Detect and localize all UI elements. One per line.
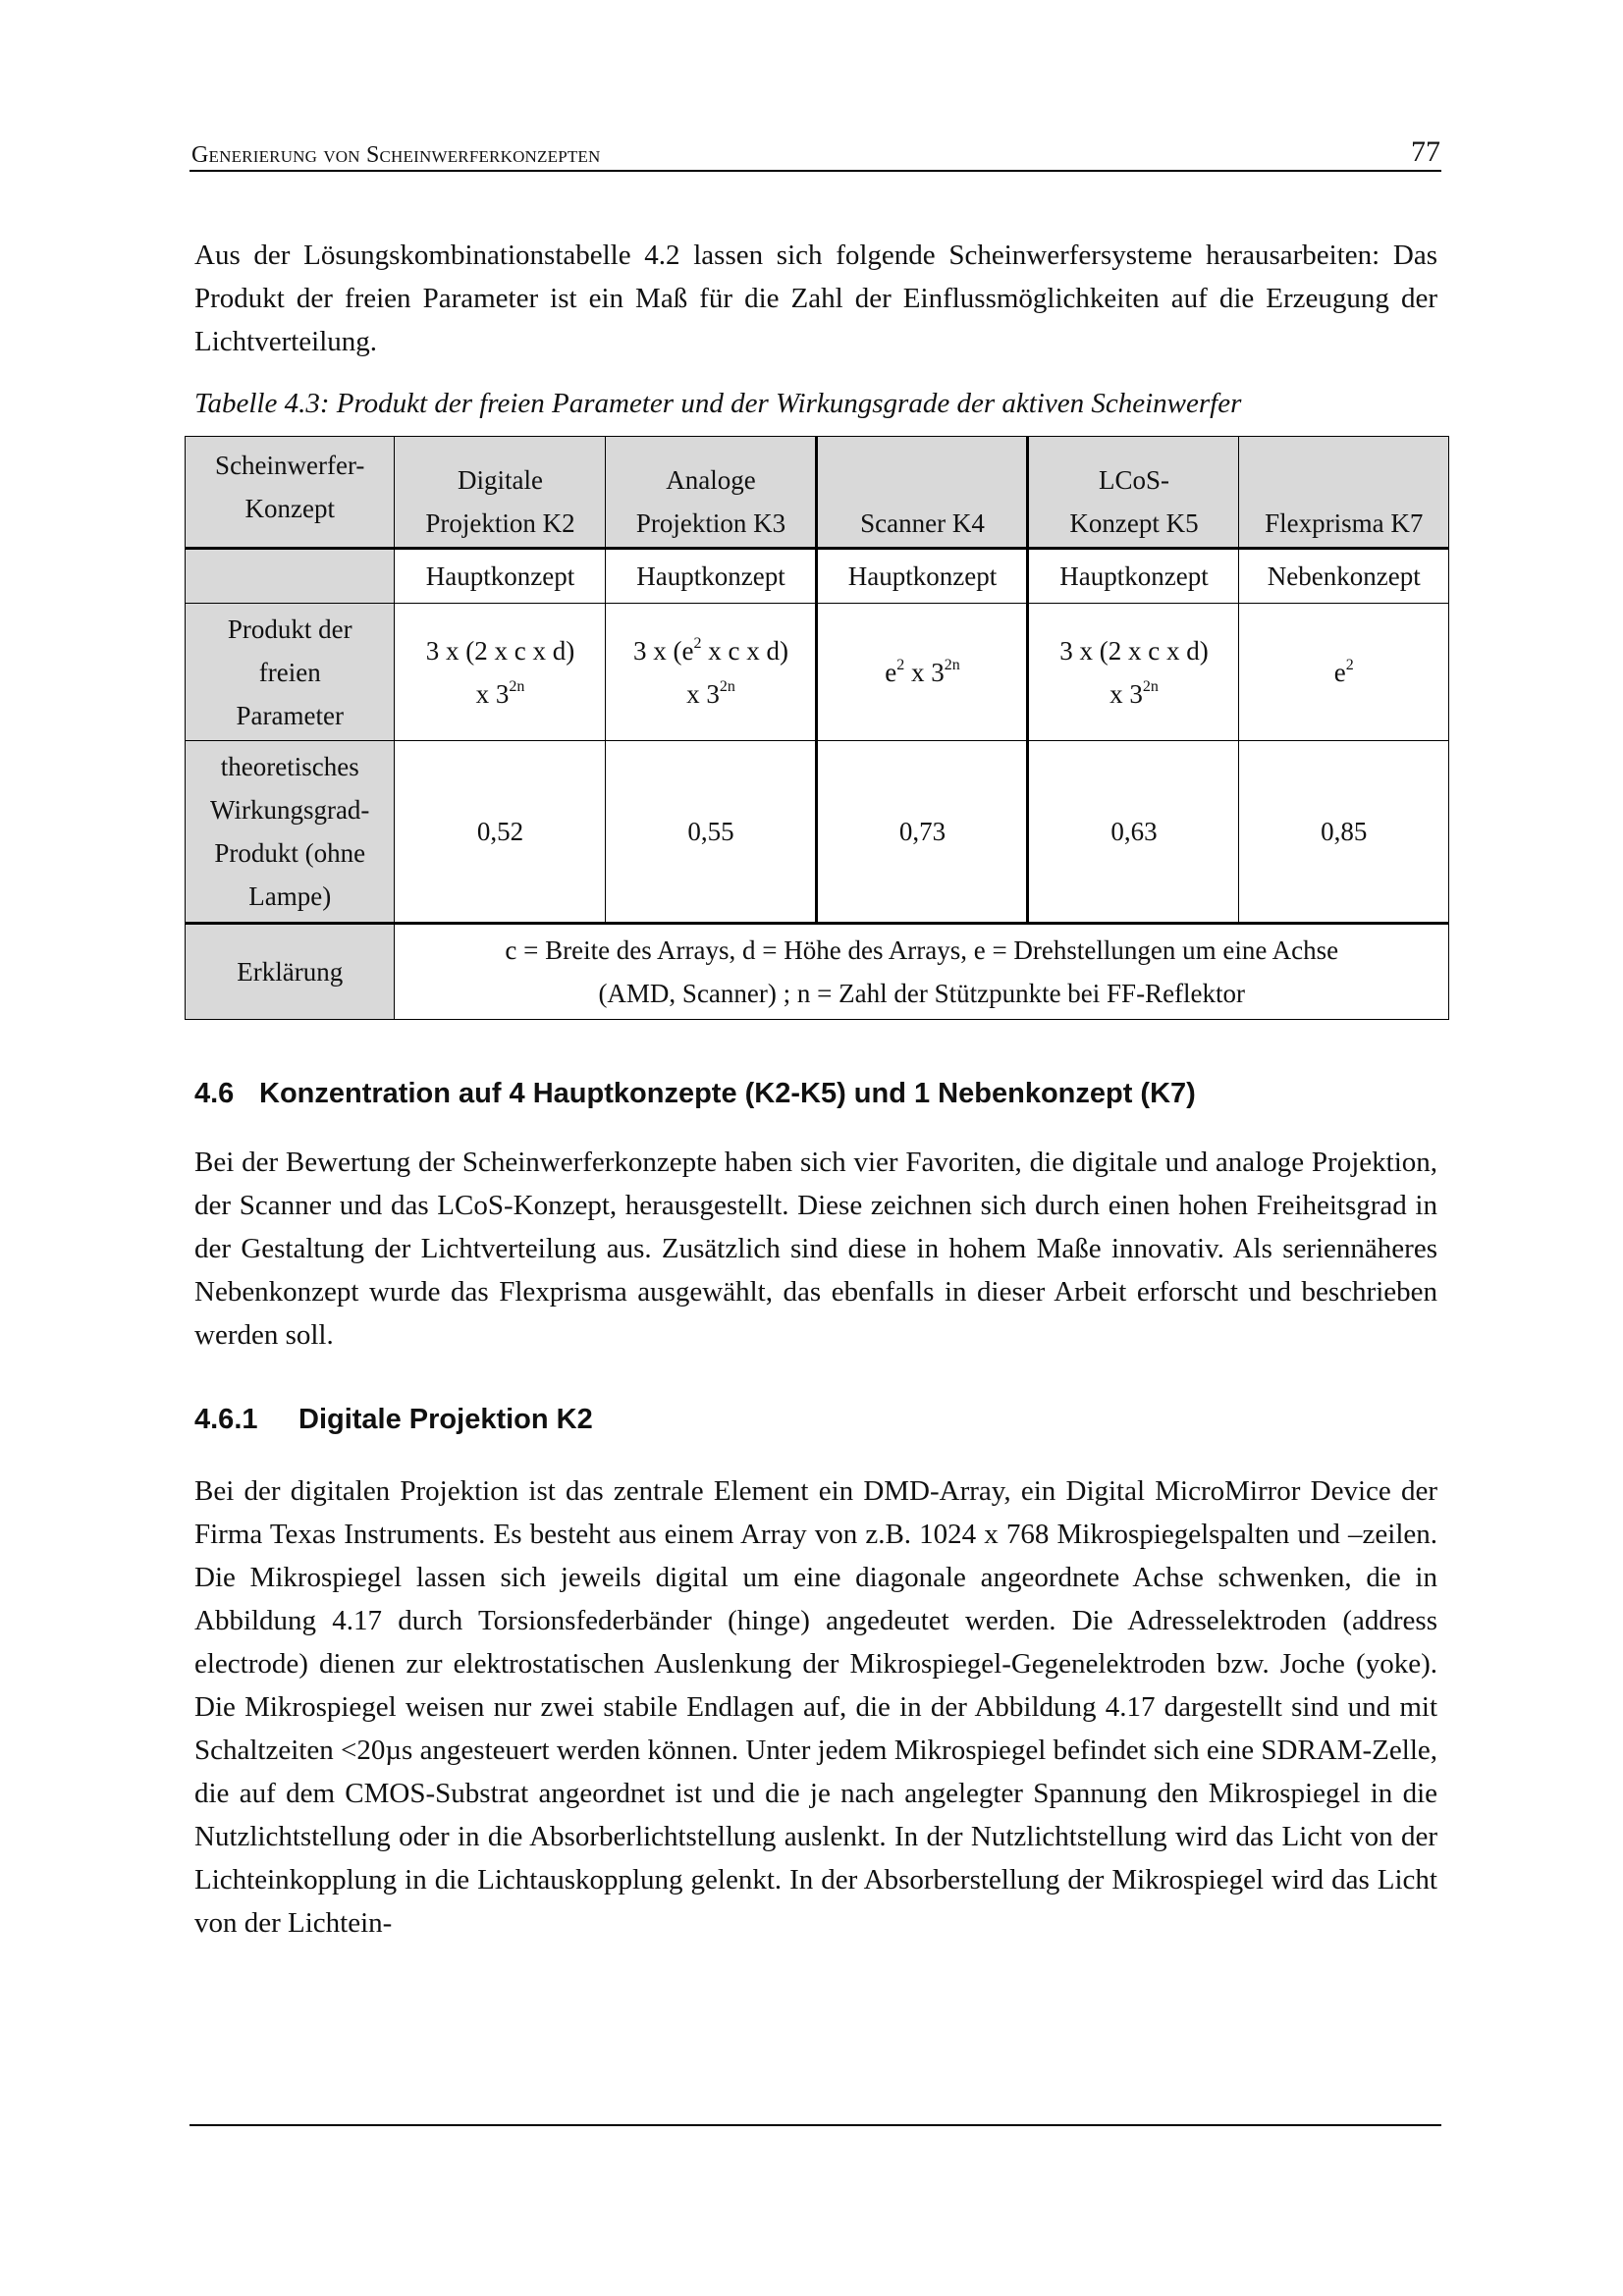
parameter-cell: $e^2$ x $3^{2n}$ [817, 604, 1028, 741]
concept-table [185, 436, 1449, 1020]
running-header [191, 130, 1440, 169]
column-header-k4: Scanner K4 [817, 437, 1028, 549]
intro-paragraph: Aus der Lösungskombinationstabelle 4.2 lassen sich folgende Scheinwerfersysteme herausarbeiten: Das Produkt der freien Parameter ist ein Maß für die Zahl der Einflussmöglichkeiten auf die Erzeugung der Lichtverteilung. [194, 240, 1437, 357]
page-number: 77 [1411, 135, 1440, 168]
row-label-efficiency: theoretisches Wirkungsgrad- Produkt (ohne Lampe) [186, 741, 395, 924]
table-row-free-parameters [186, 604, 1449, 741]
efficiency-cell: 0,52 [395, 741, 606, 924]
section-4-6-paragraph: Bei der Bewertung der Scheinwerferkonzepte haben sich vier Favoriten, die digitale und analoge Projektion, der Scanner und das LCoS-Konzept, herausgestellt. Diese zeichnen sich durch einen hohen Freiheitsgrad in der Gestaltung der Lichtverteilung aus. Zusätzlich sind diese in hohem Maße innovativ. Als seriennäheres Nebenkonzept wurde das Flexprisma ausgewählt, das ebenfalls in dieser Arbeit erforscht und beschrieben werden soll. [194, 1147, 1437, 1351]
running-title: Generierung von Scheinwerferkonzepten [191, 142, 601, 168]
table-header-row [186, 437, 1449, 549]
table-row-explanation [186, 924, 1449, 1020]
parameter-cell: 3 x ($e^2$ x c x d) x $3^{2n}$ [606, 604, 817, 741]
parameter-cell: $e^2$ [1239, 604, 1449, 741]
parameter-cell: 3 x (2 x c x d) x $3^{2n}$ [395, 604, 606, 741]
table-caption: Tabelle 4.3: Produkt der freien Parameter und der Wirkungsgrade der aktiven Scheinwerfer [194, 388, 1242, 419]
efficiency-cell: 0,73 [817, 741, 1028, 924]
section-number: 4.6 [194, 1078, 235, 1109]
column-header-k3: Analoge Projektion K3 [606, 437, 817, 549]
table-row-concept-type [186, 549, 1449, 604]
type-cell: Nebenkonzept [1239, 549, 1449, 604]
corner-header: Scheinwerfer- Konzept [186, 437, 395, 549]
efficiency-cell: 0,55 [606, 741, 817, 924]
section-heading-4-6-1 [194, 1404, 593, 1436]
column-header-k5: LCoS- Konzept K5 [1028, 437, 1239, 549]
type-cell: Hauptkonzept [1028, 549, 1239, 604]
table-row-efficiency [186, 741, 1449, 924]
type-cell: Hauptkonzept [817, 549, 1028, 604]
section-title: Konzentration auf 4 Hauptkonzepte (K2-K5) und 1 Nebenkonzept (K7) [259, 1078, 1196, 1109]
explanation-cell: c = Breite des Arrays, d = Höhe des Arrays, e = Drehstellungen um eine Achse (AMD, Scanner) ; n = Zahl der Stützpunkte bei FF-Reflektor [395, 924, 1449, 1020]
section-4-6-1-paragraph: Bei der digitalen Projektion ist das zentrale Element ein DMD-Array, ein Digital MicroMirror Device der Firma Texas Instruments. Es besteht aus einem Array von z.B. 1024 x 768 Mikrospiegelspalten und –zeilen. Die Mikrospiegel lassen sich jeweils digital um eine diagonale angeordnete Achse schwenken, die in Abbildung 4.17 durch Torsionsfederbänder (hinge) angedeutet werden. Die Adresselektroden (address electrode) dienen zur elektrostatischen Auslenkung der Mikrospiegel-Gegenelektroden bzw. Joche (yoke). Die Mikrospiegel weisen nur zwei stabile Endlagen auf, die in der Abbildung 4.17 dargestellt sind und mit Schaltzeiten <20µs angesteuert werden können. Unter jedem Mikrospiegel befindet sich eine SDRAM-Zelle, die auf dem CMOS-Substrat angeordnet ist und die je nach angelegter Spannung den Mikrospiegel in die Nutzlichtstellung oder in die Absorberlichtstellung auslenkt. In der Nutzlichtstellung wird das Licht von der Lichteinkopplung in die Lichtauskopplung gelenkt. In der Absorberstellung der Mikrospiegel wird das Licht von der Lichtein- [194, 1475, 1438, 1939]
section-heading-4-6 [194, 1078, 1196, 1110]
header-rule [189, 170, 1441, 172]
subsection-title: Digitale Projektion K2 [298, 1404, 593, 1435]
column-header-k2: Digitale Projektion K2 [395, 437, 606, 549]
footer-rule [189, 2124, 1441, 2126]
type-cell: Hauptkonzept [606, 549, 817, 604]
type-cell: Hauptkonzept [395, 549, 606, 604]
column-header-k7: Flexprisma K7 [1239, 437, 1449, 549]
row-label-parameters: Produkt der freien Parameter [186, 604, 395, 741]
subsection-number: 4.6.1 [194, 1404, 258, 1435]
efficiency-cell: 0,63 [1028, 741, 1239, 924]
efficiency-cell: 0,85 [1239, 741, 1449, 924]
row-label-type [186, 549, 395, 604]
row-label-explanation: Erklärung [186, 924, 395, 1020]
parameter-cell: 3 x (2 x c x d) x $3^{2n}$ [1028, 604, 1239, 741]
